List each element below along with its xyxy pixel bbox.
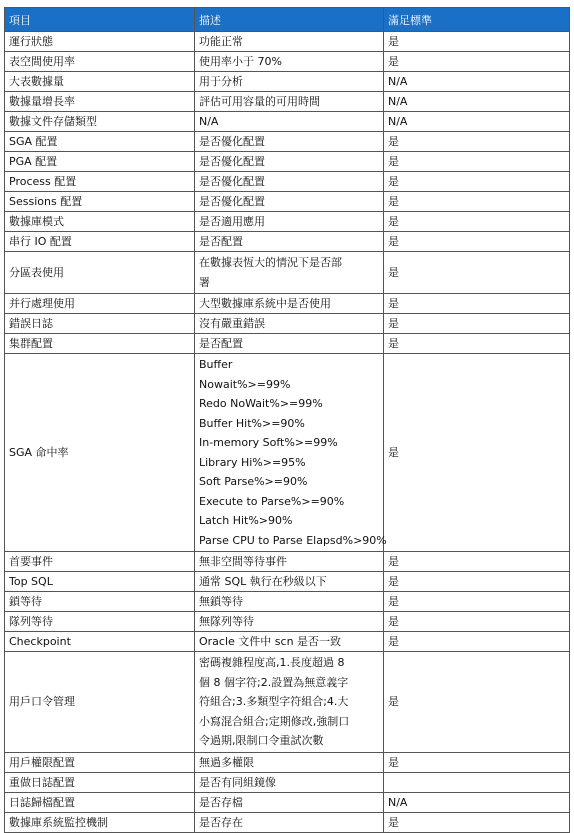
cell-standard: 是 (384, 572, 570, 592)
cell-standard: 是 (384, 632, 570, 652)
description-line: Buffer Hit%>=90% (199, 416, 305, 430)
cell-standard: 是 (384, 152, 570, 172)
cell-description (195, 612, 384, 632)
description-line: 令過期,限制口令重試次數 (199, 734, 324, 747)
description-line: 無鎖等待 (199, 595, 243, 608)
cell-standard: 是 (384, 652, 570, 753)
cell-standard: 是 (384, 212, 570, 232)
description-line: 在數據表恆大的情況下是否部 (199, 256, 342, 269)
table-row (5, 92, 570, 112)
description-line: 是否存在 (199, 815, 243, 829)
cell-item: 分區表使用 (5, 252, 195, 294)
cell-standard: 是 (384, 552, 570, 572)
cell-standard (384, 772, 570, 792)
description-line: Execute to Parse%>=90% (199, 494, 345, 508)
description-line: Buffer (199, 358, 233, 371)
header-description: 描述 (195, 8, 384, 32)
table-row (5, 52, 570, 72)
cell-standard: 是 (384, 52, 570, 72)
description-line: 是否配置 (199, 235, 243, 248)
cell-description (195, 314, 384, 334)
table-row (5, 252, 570, 294)
cell-standard: 是 (384, 592, 570, 612)
cell-item: 日誌歸檔配置 (5, 792, 195, 812)
cell-standard: N/A (384, 72, 570, 92)
cell-item: 隊列等待 (5, 612, 195, 632)
cell-item: Top SQL (5, 572, 195, 592)
description-line: 個 8 個字符;2.設置為無意義字 (199, 675, 349, 689)
table-row (5, 232, 570, 252)
cell-description (195, 132, 384, 152)
description-line: Library Hi%>=95% (199, 455, 306, 469)
cell-item: 用戶口令管理 (5, 652, 195, 753)
table-row (5, 212, 570, 232)
cell-item: 串行 IO 配置 (5, 232, 195, 252)
cell-item: Sessions 配置 (5, 192, 195, 212)
table-row (5, 652, 570, 753)
table-row (5, 354, 570, 552)
cell-description (195, 632, 384, 652)
cell-description (195, 152, 384, 172)
cell-description (195, 592, 384, 612)
description-line: 評估可用容量的可用時間 (199, 95, 320, 108)
cell-description (195, 552, 384, 572)
cell-description (195, 92, 384, 112)
cell-item: PGA 配置 (5, 152, 195, 172)
description-line: Oracle 文件中 scn 是否一致 (199, 635, 342, 648)
table-row (5, 334, 570, 354)
cell-item: 數據量增長率 (5, 92, 195, 112)
description-line: 是否優化配置 (199, 155, 265, 168)
description-line: 功能正常 (199, 35, 243, 48)
description-line: Redo NoWait%>=99% (199, 397, 323, 410)
cell-description (195, 812, 384, 832)
cell-description (195, 772, 384, 792)
cell-standard: 是 (384, 132, 570, 152)
table-row (5, 72, 570, 92)
cell-description (195, 752, 384, 772)
description-line: In-memory Soft%>=99% (199, 436, 338, 449)
description-line: 無隊列等待 (199, 615, 254, 628)
description-line: 是否適用應用 (199, 215, 265, 228)
description-line: 是否存檔 (199, 795, 243, 809)
cell-standard: 是 (384, 172, 570, 192)
description-line: 小寫混合組合;定期修改,強制口 (199, 714, 350, 728)
cell-standard: 是 (384, 294, 570, 314)
cell-item: 表空間使用率 (5, 52, 195, 72)
table-row (5, 552, 570, 572)
cell-item: 集群配置 (5, 334, 195, 354)
cell-description (195, 112, 384, 132)
cell-standard: 是 (384, 752, 570, 772)
cell-item: 用戶權限配置 (5, 752, 195, 772)
description-line: 大型數據庫系統中是否使用 (199, 297, 331, 310)
table-row (5, 172, 570, 192)
cell-standard: 是 (384, 252, 570, 294)
cell-description (195, 32, 384, 52)
table-row (5, 132, 570, 152)
table-row (5, 792, 570, 812)
cell-item: 重做日誌配置 (5, 772, 195, 792)
cell-item: SGA 命中率 (5, 354, 195, 552)
cell-item: Checkpoint (5, 632, 195, 652)
cell-standard: N/A (384, 92, 570, 112)
cell-item: 數據庫系統監控機制 (5, 812, 195, 832)
cell-standard: 是 (384, 812, 570, 832)
description-line: 通常 SQL 執行在秒級以下 (199, 575, 327, 588)
table-row (5, 812, 570, 832)
check-table-container (4, 7, 570, 833)
cell-standard: 是 (384, 314, 570, 334)
cell-item: 數據庫模式 (5, 212, 195, 232)
description-line: Nowait%>=99% (199, 377, 291, 391)
cell-standard: 是 (384, 192, 570, 212)
description-line: 沒有嚴重錯誤 (199, 317, 265, 330)
description-line: Latch Hit%>90% (199, 514, 293, 527)
table-row (5, 294, 570, 314)
table-row (5, 572, 570, 592)
cell-description (195, 212, 384, 232)
description-line: 無過多權限 (199, 755, 254, 769)
table-row (5, 152, 570, 172)
cell-description (195, 572, 384, 592)
cell-item: 首要事件 (5, 552, 195, 572)
cell-item: 運行狀態 (5, 32, 195, 52)
description-line: 是否配置 (199, 337, 243, 350)
cell-description (195, 192, 384, 212)
description-line: 用于分析 (199, 75, 243, 88)
description-line: 是否有同組鏡像 (199, 775, 276, 789)
description-line: 是否優化配置 (199, 135, 265, 148)
table-row (5, 192, 570, 212)
table-row (5, 32, 570, 52)
cell-item: 大表數據量 (5, 72, 195, 92)
cell-description (195, 652, 384, 753)
cell-description (195, 72, 384, 92)
cell-description (195, 252, 384, 294)
table-row (5, 752, 570, 772)
table-body (5, 32, 570, 833)
cell-description (195, 52, 384, 72)
cell-standard: N/A (384, 112, 570, 132)
cell-item: 錯誤日誌 (5, 314, 195, 334)
cell-description (195, 354, 387, 552)
cell-standard: 是 (384, 612, 570, 632)
table-row (5, 612, 570, 632)
header-standard: 滿足標準 (384, 8, 570, 32)
cell-standard: N/A (384, 792, 570, 812)
description-line: 使用率小于 70% (199, 55, 282, 68)
cell-item: 數據文件存儲類型 (5, 112, 195, 132)
table-header-row (5, 8, 570, 32)
description-line: 無非空間等待事件 (199, 555, 287, 568)
cell-description (195, 334, 384, 354)
table-row (5, 772, 570, 792)
cell-standard: 是 (384, 334, 570, 354)
table-row (5, 314, 570, 334)
cell-description (195, 232, 384, 252)
cell-item: 并行處理使用 (5, 294, 195, 314)
database-check-table (4, 7, 570, 833)
table-row (5, 112, 570, 132)
description-line: Parse CPU to Parse Elapsd%>90% (199, 533, 387, 547)
description-line: N/A (199, 115, 219, 128)
table-row (5, 632, 570, 652)
cell-standard: 是 (384, 354, 570, 552)
cell-description (195, 792, 384, 812)
description-line: 是否優化配置 (199, 195, 265, 208)
description-line: 署 (199, 275, 210, 289)
cell-item: Process 配置 (5, 172, 195, 192)
description-line: 密碼複雜程度高,1.長度超過 8 (199, 656, 345, 669)
description-line: 符組合;3.多類型字符組合;4.大 (199, 695, 349, 708)
cell-standard: 是 (384, 232, 570, 252)
table-row (5, 592, 570, 612)
cell-description (195, 294, 384, 314)
cell-item: 鎖等待 (5, 592, 195, 612)
header-item: 項目 (5, 8, 195, 32)
description-line: Soft Parse%>=90% (199, 475, 308, 488)
cell-item: SGA 配置 (5, 132, 195, 152)
cell-description (195, 172, 384, 192)
description-line: 是否優化配置 (199, 175, 265, 188)
cell-standard: 是 (384, 32, 570, 52)
